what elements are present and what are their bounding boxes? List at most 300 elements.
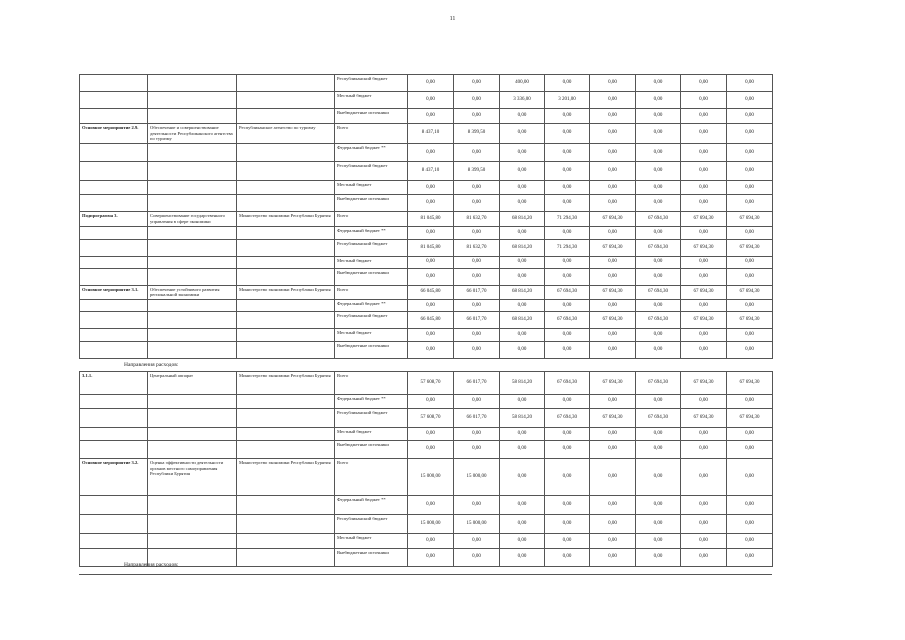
program-code — [80, 441, 148, 459]
amount-cell: 0,00 — [681, 459, 727, 496]
amount-cell: 66 017,70 — [454, 372, 500, 395]
amount-cell: 0,00 — [545, 428, 590, 441]
table-row — [80, 256, 773, 268]
amount-cell: 0,00 — [454, 195, 500, 212]
program-code — [80, 75, 148, 92]
amount-cell: 0,00 — [454, 92, 500, 109]
amount-cell: 81 632,70 — [454, 212, 500, 226]
amount-cell: 0,00 — [454, 256, 500, 268]
amount-cell: 0,00 — [545, 329, 590, 342]
amount-cell: 0,00 — [681, 496, 727, 515]
program-title: Обеспечение устойчивого развития региональной экономики — [148, 285, 237, 299]
amount-cell: 0,00 — [590, 109, 636, 124]
amount-cell: 0,00 — [408, 496, 454, 515]
amount-cell: 67 694,30 — [590, 409, 636, 428]
amount-cell: 0,00 — [681, 226, 727, 239]
amount-cell: 0,00 — [590, 459, 636, 496]
program-code — [80, 144, 148, 162]
funding-source: Местный бюджет — [335, 92, 408, 109]
funding-source: Федеральный бюджет ** — [335, 226, 408, 239]
bottom-rule — [79, 574, 772, 575]
amount-cell: 0,00 — [727, 428, 773, 441]
amount-cell: 0,00 — [727, 181, 773, 195]
amount-cell: 8 399,50 — [454, 162, 500, 181]
amount-cell: 0,00 — [408, 534, 454, 549]
amount-cell: 81 632,70 — [454, 239, 500, 256]
program-title — [148, 409, 237, 428]
table-row — [80, 395, 773, 409]
amount-cell: 0,00 — [727, 441, 773, 459]
directions-label-2: Направления расходов: — [124, 562, 179, 568]
amount-cell: 0,00 — [408, 144, 454, 162]
amount-cell: 0,00 — [590, 534, 636, 549]
amount-cell: 67 694,30 — [590, 312, 636, 329]
funding-source: Всего — [335, 212, 408, 226]
amount-cell: 67 694,30 — [590, 372, 636, 395]
program-code — [80, 162, 148, 181]
program-code — [80, 181, 148, 195]
amount-cell: 67 694,30 — [727, 372, 773, 395]
table-row — [80, 92, 773, 109]
program-title — [148, 226, 237, 239]
amount-cell: 8 399,50 — [454, 124, 500, 144]
program-code — [80, 395, 148, 409]
amount-cell: 0,00 — [500, 300, 545, 312]
amount-cell: 0,00 — [500, 496, 545, 515]
table-row — [80, 515, 773, 534]
amount-cell: 0,00 — [500, 181, 545, 195]
program-title — [148, 342, 237, 359]
amount-cell: 0,00 — [636, 162, 681, 181]
amount-cell: 0,00 — [636, 329, 681, 342]
amount-cell: 0,00 — [454, 181, 500, 195]
program-code — [80, 256, 148, 268]
amount-cell: 0,00 — [590, 496, 636, 515]
amount-cell: 0,00 — [636, 496, 681, 515]
program-title — [148, 441, 237, 459]
amount-cell: 15 000,00 — [454, 459, 500, 496]
amount-cell: 0,00 — [681, 300, 727, 312]
amount-cell: 0,00 — [590, 256, 636, 268]
program-title — [148, 256, 237, 268]
amount-cell: 0,00 — [408, 549, 454, 567]
amount-cell: 0,00 — [727, 109, 773, 124]
amount-cell: 0,00 — [590, 342, 636, 359]
amount-cell: 67 694,30 — [590, 212, 636, 226]
amount-cell: 0,00 — [727, 534, 773, 549]
executor — [237, 428, 335, 441]
program-code — [80, 409, 148, 428]
program-code — [80, 109, 148, 124]
amount-cell: 0,00 — [545, 268, 590, 285]
amount-cell: 0,00 — [408, 75, 454, 92]
funding-source: Всего — [335, 124, 408, 144]
program-code: Подпрограмма 3. — [80, 212, 148, 226]
amount-cell: 15 000,00 — [408, 459, 454, 496]
program-title — [148, 268, 237, 285]
table-row — [80, 124, 773, 144]
executor — [237, 409, 335, 428]
amount-cell: 0,00 — [545, 75, 590, 92]
funding-source: Местный бюджет — [335, 181, 408, 195]
amount-cell: 0,00 — [454, 268, 500, 285]
amount-cell: 68 814,20 — [500, 285, 545, 299]
funding-source: Республиканский бюджет — [335, 162, 408, 181]
amount-cell: 0,00 — [636, 395, 681, 409]
amount-cell: 8 437,10 — [408, 162, 454, 181]
amount-cell: 66 045,80 — [408, 285, 454, 299]
program-code: 3.1.1. — [80, 372, 148, 395]
table-row — [80, 162, 773, 181]
executor — [237, 144, 335, 162]
program-code: Основное мероприятие 3.1. — [80, 285, 148, 299]
amount-cell: 0,00 — [636, 549, 681, 567]
table-row — [80, 409, 773, 428]
amount-cell: 0,00 — [681, 549, 727, 567]
amount-cell: 67 694,30 — [727, 409, 773, 428]
amount-cell: 0,00 — [545, 256, 590, 268]
page-number: 11 — [449, 16, 456, 22]
program-title: Центральный аппарат — [148, 372, 237, 395]
amount-cell: 0,00 — [727, 92, 773, 109]
budget-table-1 — [79, 74, 773, 359]
amount-cell: 0,00 — [545, 342, 590, 359]
amount-cell: 0,00 — [590, 268, 636, 285]
program-title — [148, 75, 237, 92]
amount-cell: 0,00 — [500, 162, 545, 181]
amount-cell: 67 694,30 — [590, 239, 636, 256]
table-row — [80, 285, 773, 299]
amount-cell: 0,00 — [727, 329, 773, 342]
amount-cell: 67 694,30 — [636, 312, 681, 329]
amount-cell: 0,00 — [681, 92, 727, 109]
table-row — [80, 496, 773, 515]
executor — [237, 534, 335, 549]
amount-cell: 0,00 — [454, 329, 500, 342]
executor — [237, 312, 335, 329]
amount-cell: 0,00 — [727, 256, 773, 268]
amount-cell: 67 694,30 — [727, 312, 773, 329]
amount-cell: 67 694,30 — [636, 372, 681, 395]
amount-cell: 0,00 — [408, 342, 454, 359]
amount-cell: 68 814,20 — [500, 212, 545, 226]
executor — [237, 239, 335, 256]
program-title — [148, 300, 237, 312]
amount-cell: 0,00 — [681, 395, 727, 409]
amount-cell: 0,00 — [408, 395, 454, 409]
amount-cell: 0,00 — [545, 124, 590, 144]
amount-cell: 15 000,00 — [408, 515, 454, 534]
amount-cell: 0,00 — [681, 181, 727, 195]
amount-cell: 0,00 — [590, 515, 636, 534]
amount-cell: 0,00 — [727, 124, 773, 144]
amount-cell: 0,00 — [454, 496, 500, 515]
funding-source: Федеральный бюджет ** — [335, 395, 408, 409]
amount-cell: 0,00 — [408, 329, 454, 342]
amount-cell: 0,00 — [408, 300, 454, 312]
directions-label-1: Направления расходов: — [124, 362, 179, 368]
amount-cell: 0,00 — [636, 195, 681, 212]
amount-cell: 0,00 — [545, 144, 590, 162]
amount-cell: 0,00 — [590, 549, 636, 567]
table-row — [80, 441, 773, 459]
amount-cell: 0,00 — [681, 124, 727, 144]
amount-cell: 0,00 — [454, 428, 500, 441]
amount-cell: 66 017,70 — [454, 409, 500, 428]
program-title — [148, 239, 237, 256]
executor — [237, 300, 335, 312]
amount-cell: 0,00 — [590, 92, 636, 109]
amount-cell: 0,00 — [408, 226, 454, 239]
program-title — [148, 162, 237, 181]
amount-cell: 0,00 — [636, 256, 681, 268]
amount-cell: 0,00 — [636, 459, 681, 496]
amount-cell: 0,00 — [454, 549, 500, 567]
program-title — [148, 181, 237, 195]
funding-source: Всего — [335, 285, 408, 299]
program-title: Оценка эффективности деятельности органов местного самоуправления Республики Бурятия — [148, 459, 237, 496]
executor: Министерство экономики Республики Бурятия — [237, 372, 335, 395]
table-row — [80, 144, 773, 162]
table-row — [80, 75, 773, 92]
amount-cell: 0,00 — [545, 395, 590, 409]
amount-cell: 0,00 — [500, 144, 545, 162]
table-row — [80, 195, 773, 212]
amount-cell: 67 694,30 — [681, 239, 727, 256]
amount-cell: 8 437,10 — [408, 124, 454, 144]
amount-cell: 0,00 — [590, 162, 636, 181]
program-code — [80, 342, 148, 359]
executor: Министерство экономики Республики Бурятия — [237, 212, 335, 226]
amount-cell: 71 294,30 — [545, 239, 590, 256]
amount-cell: 67 694,30 — [681, 312, 727, 329]
amount-cell: 0,00 — [408, 256, 454, 268]
amount-cell: 0,00 — [545, 162, 590, 181]
amount-cell: 0,00 — [590, 300, 636, 312]
program-code: Основное мероприятие 2.9. — [80, 124, 148, 144]
table-row — [80, 549, 773, 567]
funding-source: Республиканский бюджет — [335, 409, 408, 428]
program-code — [80, 226, 148, 239]
table-row — [80, 329, 773, 342]
amount-cell: 0,00 — [545, 515, 590, 534]
amount-cell: 0,00 — [681, 515, 727, 534]
funding-source: Внебюджетные источники — [335, 342, 408, 359]
amount-cell: 0,00 — [727, 496, 773, 515]
amount-cell: 15 000,00 — [454, 515, 500, 534]
amount-cell: 0,00 — [636, 109, 681, 124]
amount-cell: 67 694,30 — [545, 409, 590, 428]
amount-cell: 0,00 — [454, 144, 500, 162]
amount-cell: 0,00 — [727, 515, 773, 534]
amount-cell: 0,00 — [636, 515, 681, 534]
amount-cell: 67 694,30 — [545, 372, 590, 395]
amount-cell: 0,00 — [408, 195, 454, 212]
amount-cell: 81 045,80 — [408, 212, 454, 226]
amount-cell: 0,00 — [454, 75, 500, 92]
amount-cell: 0,00 — [500, 534, 545, 549]
amount-cell: 0,00 — [545, 226, 590, 239]
program-code — [80, 496, 148, 515]
amount-cell: 0,00 — [500, 428, 545, 441]
program-code — [80, 92, 148, 109]
amount-cell: 0,00 — [500, 268, 545, 285]
amount-cell: 0,00 — [590, 395, 636, 409]
program-title: Обеспечение и совершенствование деятельности Республиканского агентства по туризму — [148, 124, 237, 144]
amount-cell: 0,00 — [590, 124, 636, 144]
amount-cell: 0,00 — [454, 342, 500, 359]
table-row — [80, 300, 773, 312]
amount-cell: 67 694,30 — [727, 212, 773, 226]
amount-cell: 0,00 — [681, 534, 727, 549]
amount-cell: 0,00 — [500, 124, 545, 144]
amount-cell: 67 694,30 — [636, 239, 681, 256]
program-title — [148, 109, 237, 124]
program-title — [148, 428, 237, 441]
program-title — [148, 144, 237, 162]
table-row — [80, 239, 773, 256]
amount-cell: 0,00 — [727, 300, 773, 312]
amount-cell: 66 017,70 — [454, 285, 500, 299]
amount-cell: 0,00 — [681, 268, 727, 285]
amount-cell: 0,00 — [500, 195, 545, 212]
amount-cell: 67 694,30 — [636, 212, 681, 226]
amount-cell: 0,00 — [590, 75, 636, 92]
amount-cell: 0,00 — [454, 300, 500, 312]
executor — [237, 515, 335, 534]
program-title — [148, 515, 237, 534]
amount-cell: 67 694,30 — [545, 285, 590, 299]
table-row — [80, 342, 773, 359]
amount-cell: 0,00 — [727, 395, 773, 409]
executor — [237, 109, 335, 124]
amount-cell: 0,00 — [590, 329, 636, 342]
amount-cell: 0,00 — [454, 109, 500, 124]
amount-cell: 0,00 — [681, 144, 727, 162]
amount-cell: 67 694,30 — [636, 409, 681, 428]
amount-cell: 0,00 — [681, 162, 727, 181]
amount-cell: 0,00 — [500, 515, 545, 534]
amount-cell: 57 608,70 — [408, 409, 454, 428]
amount-cell: 0,00 — [590, 428, 636, 441]
funding-source: Федеральный бюджет ** — [335, 300, 408, 312]
executor — [237, 549, 335, 567]
amount-cell: 67 694,30 — [727, 239, 773, 256]
amount-cell: 0,00 — [545, 181, 590, 195]
amount-cell: 3 336,00 — [500, 92, 545, 109]
amount-cell: 58 814,20 — [500, 372, 545, 395]
executor: Министерство экономики Республики Бурятия — [237, 285, 335, 299]
table-row — [80, 226, 773, 239]
amount-cell: 0,00 — [408, 92, 454, 109]
funding-source: Внебюджетные источники — [335, 195, 408, 212]
amount-cell: 0,00 — [408, 441, 454, 459]
program-title — [148, 312, 237, 329]
executor: Республиканское агентство по туризму — [237, 124, 335, 144]
amount-cell: 400,00 — [500, 75, 545, 92]
funding-source: Республиканский бюджет — [335, 75, 408, 92]
program-title — [148, 92, 237, 109]
amount-cell: 0,00 — [408, 268, 454, 285]
amount-cell: 66 045,80 — [408, 312, 454, 329]
amount-cell: 3 201,00 — [545, 92, 590, 109]
amount-cell: 0,00 — [636, 441, 681, 459]
program-code — [80, 428, 148, 441]
executor — [237, 226, 335, 239]
executor — [237, 92, 335, 109]
amount-cell: 0,00 — [590, 181, 636, 195]
program-code — [80, 239, 148, 256]
amount-cell: 66 017,70 — [454, 312, 500, 329]
program-title — [148, 329, 237, 342]
funding-source: Местный бюджет — [335, 256, 408, 268]
amount-cell: 0,00 — [500, 395, 545, 409]
amount-cell: 0,00 — [590, 144, 636, 162]
executor — [237, 195, 335, 212]
program-title — [148, 496, 237, 515]
table-row — [80, 459, 773, 496]
amount-cell: 67 694,30 — [681, 409, 727, 428]
amount-cell: 67 694,30 — [681, 212, 727, 226]
executor — [237, 75, 335, 92]
program-code — [80, 515, 148, 534]
amount-cell: 0,00 — [454, 441, 500, 459]
budget-table-2 — [79, 371, 773, 567]
amount-cell: 0,00 — [727, 226, 773, 239]
executor — [237, 329, 335, 342]
program-title — [148, 395, 237, 409]
executor — [237, 496, 335, 515]
executor — [237, 181, 335, 195]
amount-cell: 0,00 — [545, 549, 590, 567]
amount-cell: 0,00 — [500, 109, 545, 124]
amount-cell: 0,00 — [590, 441, 636, 459]
amount-cell: 0,00 — [727, 342, 773, 359]
table-row — [80, 268, 773, 285]
amount-cell: 67 694,30 — [681, 285, 727, 299]
executor: Министерство экономики Республики Бурятия — [237, 459, 335, 496]
amount-cell: 0,00 — [590, 226, 636, 239]
amount-cell: 0,00 — [500, 441, 545, 459]
program-code — [80, 300, 148, 312]
program-title: Совершенствование государственного управления в сфере экономики — [148, 212, 237, 226]
amount-cell: 57 608,70 — [408, 372, 454, 395]
amount-cell: 67 694,30 — [590, 285, 636, 299]
amount-cell: 0,00 — [636, 268, 681, 285]
amount-cell: 0,00 — [545, 459, 590, 496]
amount-cell: 0,00 — [727, 268, 773, 285]
table-row — [80, 534, 773, 549]
amount-cell: 67 694,30 — [545, 312, 590, 329]
program-title — [148, 534, 237, 549]
executor — [237, 395, 335, 409]
funding-source: Местный бюджет — [335, 534, 408, 549]
amount-cell: 0,00 — [681, 109, 727, 124]
funding-source: Местный бюджет — [335, 428, 408, 441]
amount-cell: 0,00 — [454, 226, 500, 239]
table-row — [80, 312, 773, 329]
amount-cell: 67 694,30 — [636, 285, 681, 299]
funding-source: Республиканский бюджет — [335, 515, 408, 534]
amount-cell: 0,00 — [545, 441, 590, 459]
table-row — [80, 109, 773, 124]
amount-cell: 0,00 — [590, 195, 636, 212]
amount-cell: 0,00 — [681, 329, 727, 342]
amount-cell: 0,00 — [636, 226, 681, 239]
amount-cell: 0,00 — [636, 181, 681, 195]
amount-cell: 0,00 — [636, 428, 681, 441]
table-row — [80, 372, 773, 395]
